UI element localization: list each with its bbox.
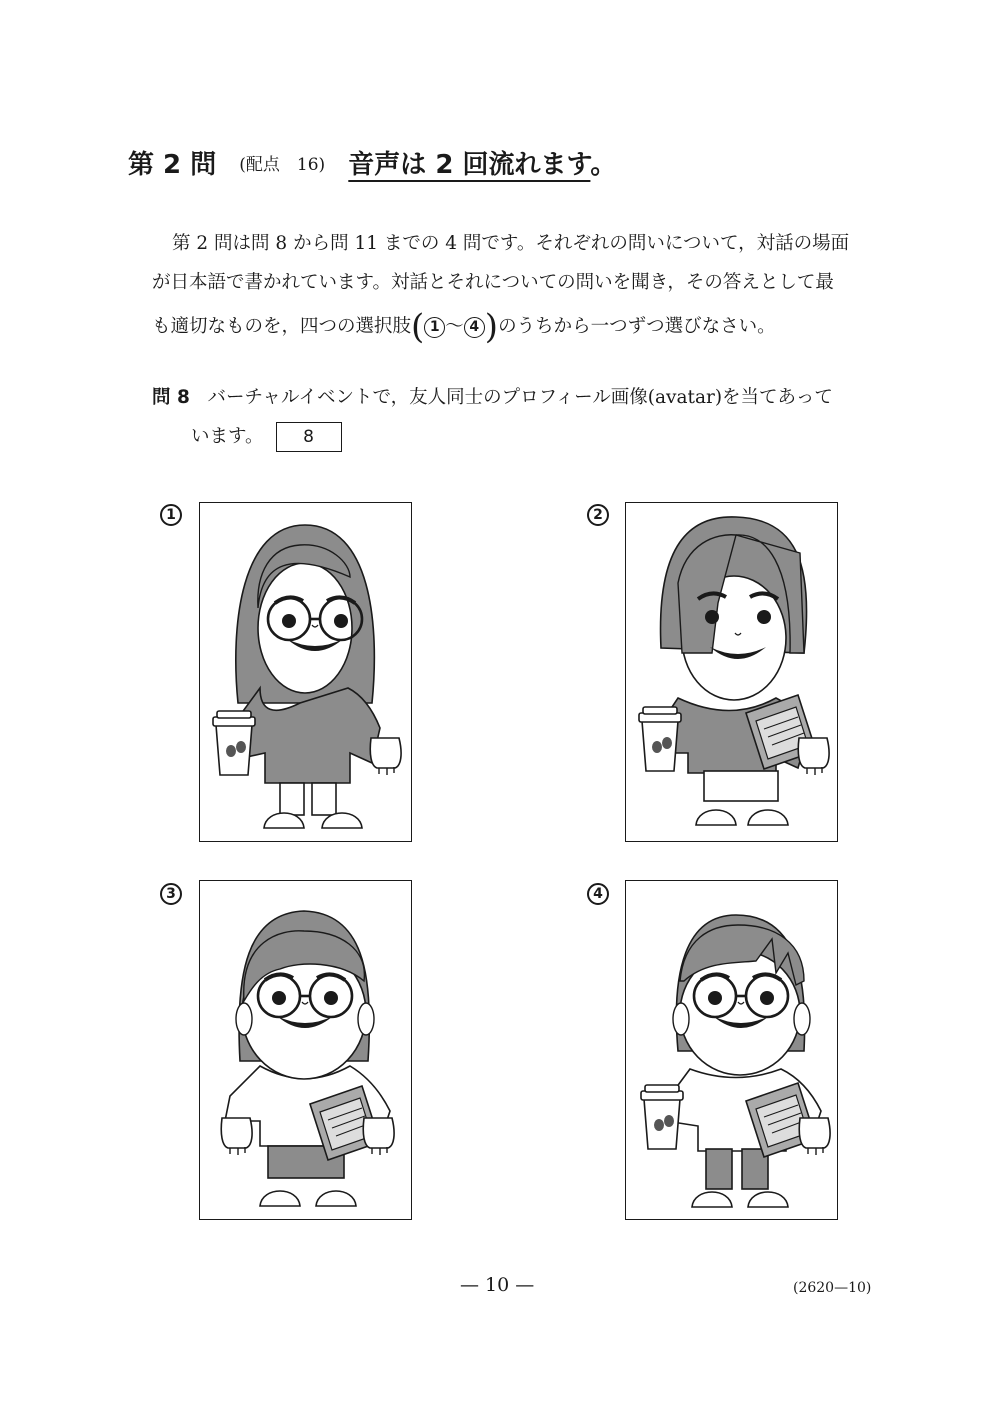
instruction-line-2: が日本語で書かれています。対話とそれについての問いを聞き，その答えとして最 [152,272,834,293]
avatar-shoulder-hair-glasses-laptop-icon [200,881,411,1219]
audio-note-text: 音声は 2 回流れます [348,150,591,180]
option-2-panel[interactable] [625,502,838,842]
option-4-panel[interactable] [625,880,838,1220]
page-number: — 10 — [460,1274,535,1296]
option-4-number: 4 [587,883,609,905]
instruction-line-3 [152,307,776,347]
audio-note-period: 。 [590,150,617,180]
question-8-line-1 [152,383,833,409]
instruction-line-3-post: のうちから一つずつ選びなさい。 [498,316,776,337]
audio-note [348,150,616,180]
choice-first-number: 1 [424,317,445,338]
question-text-2: います。 [191,426,264,447]
option-3-panel[interactable] [199,880,412,1220]
option-1-number: 1 [160,504,182,526]
question-8-line-2 [191,422,342,452]
section-heading [128,144,616,184]
choice-last-number: 4 [464,317,485,338]
instruction-line-3-pre: も適切なものを，四つの選択肢 [152,316,412,337]
exam-code: (2620—10) [793,1280,872,1296]
avatar-bob-hair-coffee-laptop-icon [626,503,837,841]
question-text-1: バーチャルイベントで，友人同士のプロフィール画像(avatar)を当てあって [207,387,833,408]
section-title: 第 2 問 [128,150,217,180]
range-separator: ～ [445,316,464,337]
avatar-long-hair-glasses-coffee-icon [200,503,411,841]
answer-box: 8 [276,422,342,452]
instruction-line-1: 第 2 問は問 8 から問 11 までの 4 問です。それぞれの問いについて，対話の場面 [172,233,850,254]
points-note: (配点 16) [239,155,326,175]
option-3-number: 3 [160,883,182,905]
close-paren: ) [484,307,499,347]
open-paren: ( [411,307,425,347]
option-2-number: 2 [587,504,609,526]
option-1-panel[interactable] [199,502,412,842]
avatar-short-hair-glasses-coffee-laptop-icon [626,881,837,1219]
question-label: 問 8 [152,387,190,408]
